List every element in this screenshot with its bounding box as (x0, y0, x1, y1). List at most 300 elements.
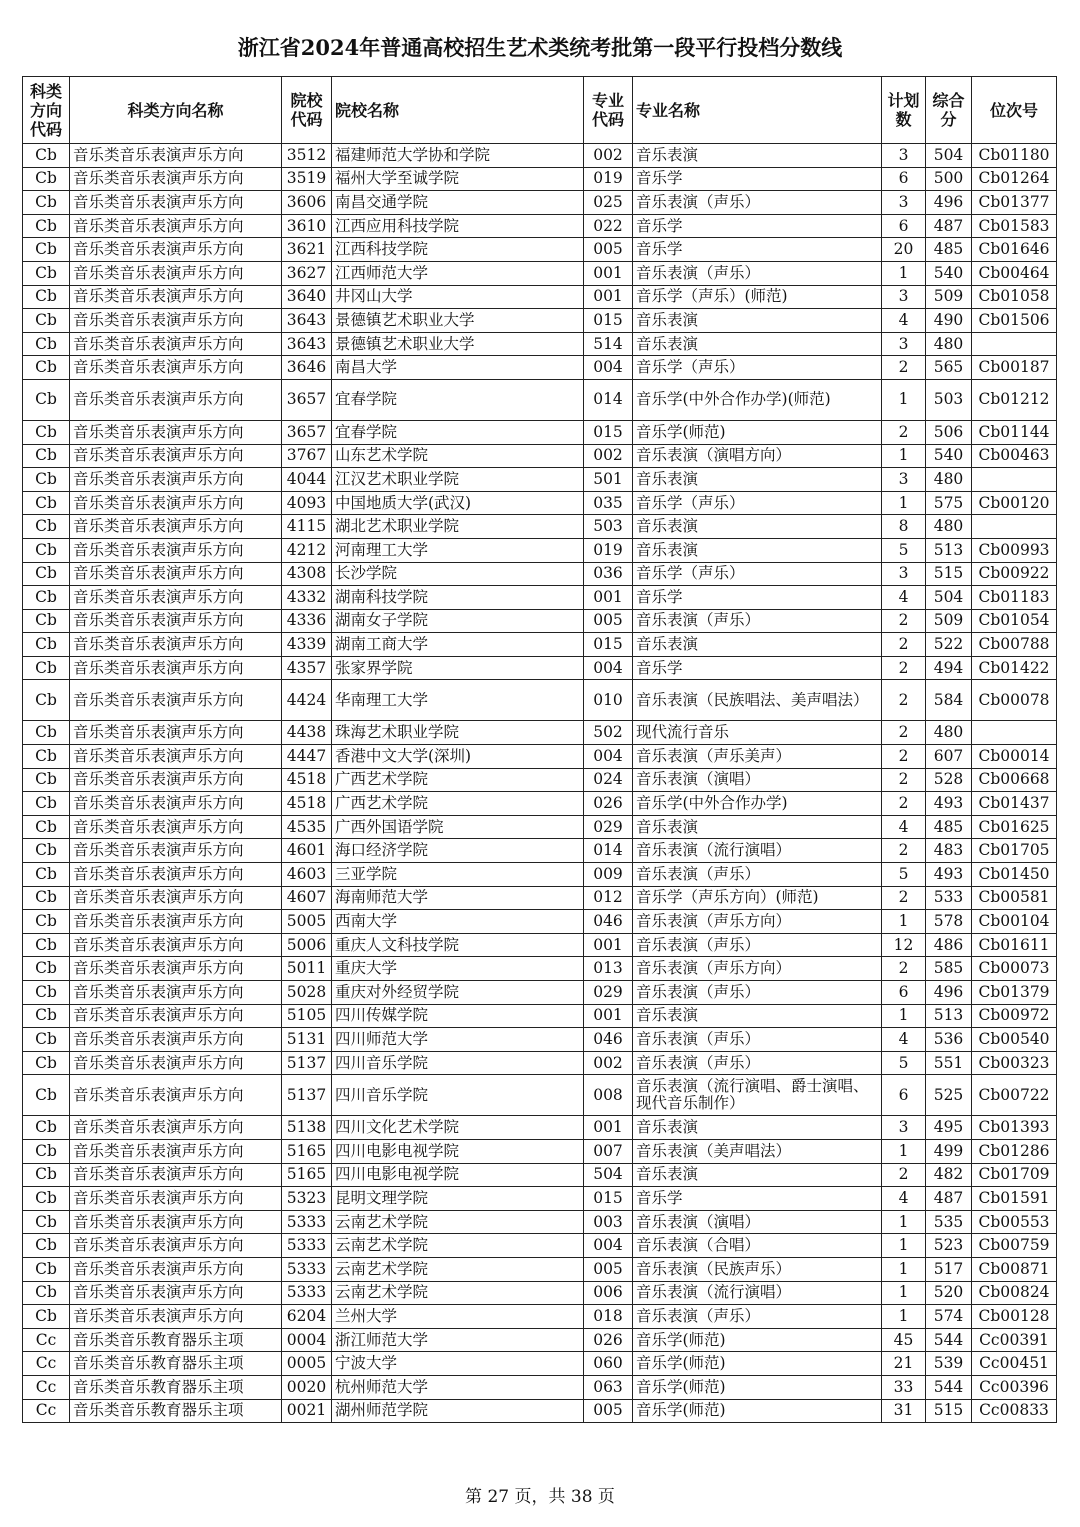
cell-code: Cb (23, 633, 70, 657)
cell-major: 音乐表演 (633, 144, 882, 168)
cell-name: 音乐类音乐表演声乐方向 (70, 863, 282, 887)
cell-name: 音乐类音乐表演声乐方向 (70, 144, 282, 168)
table-row (23, 1352, 1057, 1376)
cell-major-code: 014 (584, 839, 633, 863)
cell-school-code: 6204 (282, 1305, 332, 1329)
cell-rank: Cb01646 (972, 238, 1057, 262)
cell-plan: 1 (882, 491, 926, 515)
cell-code: Cb (23, 491, 70, 515)
cell-score: 490 (926, 309, 972, 333)
cell-code: Cb (23, 981, 70, 1005)
cell-school-code: 4601 (282, 839, 332, 863)
cell-name: 音乐类音乐教育器乐主项 (70, 1375, 282, 1399)
cell-school-code: 4607 (282, 886, 332, 910)
table-row (23, 957, 1057, 981)
cell-score: 509 (926, 609, 972, 633)
cell-plan: 3 (882, 1116, 926, 1140)
cell-school-code: 4115 (282, 515, 332, 539)
table-row (23, 309, 1057, 333)
cell-school-code: 3646 (282, 356, 332, 380)
header-plan: 计划 数 (882, 77, 926, 144)
cell-school-code: 4518 (282, 768, 332, 792)
cell-plan: 45 (882, 1328, 926, 1352)
table-row (23, 1399, 1057, 1423)
cell-name: 音乐类音乐表演声乐方向 (70, 238, 282, 262)
cell-major-code: 015 (584, 420, 633, 444)
cell-score: 551 (926, 1051, 972, 1075)
cell-rank: Cb01183 (972, 586, 1057, 610)
cell-plan: 2 (882, 633, 926, 657)
cell-school-code: 3767 (282, 444, 332, 468)
cell-school-code: 3643 (282, 309, 332, 333)
cell-school-code: 5011 (282, 957, 332, 981)
cell-name: 音乐类音乐表演声乐方向 (70, 792, 282, 816)
cell-school-code: 5131 (282, 1028, 332, 1052)
cell-name: 音乐类音乐表演声乐方向 (70, 379, 282, 420)
cell-major: 音乐表演（声乐） (633, 981, 882, 1005)
cell-name: 音乐类音乐表演声乐方向 (70, 1004, 282, 1028)
cell-score: 493 (926, 792, 972, 816)
cell-major: 音乐学 (633, 656, 882, 680)
cell-name: 音乐类音乐表演声乐方向 (70, 285, 282, 309)
cell-plan: 4 (882, 815, 926, 839)
cell-major: 音乐学(师范) (633, 1375, 882, 1399)
cell-school: 云南艺术学院 (332, 1281, 584, 1305)
cell-name: 音乐类音乐表演声乐方向 (70, 1257, 282, 1281)
table-row (23, 586, 1057, 610)
cell-name: 音乐类音乐表演声乐方向 (70, 1281, 282, 1305)
cell-major: 音乐学 (633, 586, 882, 610)
cell-name: 音乐类音乐表演声乐方向 (70, 1305, 282, 1329)
cell-school: 江西师范大学 (332, 261, 584, 285)
cell-score: 485 (926, 238, 972, 262)
cell-rank: Cb00464 (972, 261, 1057, 285)
table-row (23, 214, 1057, 238)
cell-plan: 2 (882, 680, 926, 721)
cell-name: 音乐类音乐表演声乐方向 (70, 356, 282, 380)
cell-major: 音乐表演（声乐） (633, 1028, 882, 1052)
cell-school: 河南理工大学 (332, 538, 584, 562)
table-row (23, 1375, 1057, 1399)
cell-major: 音乐表演 (633, 1116, 882, 1140)
cell-plan: 6 (882, 167, 926, 191)
cell-score: 500 (926, 167, 972, 191)
table-row (23, 680, 1057, 721)
cell-plan: 1 (882, 261, 926, 285)
cell-plan: 20 (882, 238, 926, 262)
cell-code: Cc (23, 1375, 70, 1399)
cell-school-code: 5333 (282, 1210, 332, 1234)
table-row (23, 468, 1057, 492)
cell-school-code: 3643 (282, 332, 332, 356)
cell-school-code: 0020 (282, 1375, 332, 1399)
cell-rank: Cc00396 (972, 1375, 1057, 1399)
table-header-row (23, 77, 1057, 144)
cell-major: 音乐表演 (633, 1163, 882, 1187)
cell-school-code: 5137 (282, 1075, 332, 1116)
cell-plan: 5 (882, 538, 926, 562)
cell-plan: 31 (882, 1399, 926, 1423)
cell-rank: Cb01264 (972, 167, 1057, 191)
header-major: 专业名称 (633, 77, 882, 144)
cell-school: 中国地质大学(武汉) (332, 491, 584, 515)
cell-school-code: 3640 (282, 285, 332, 309)
cell-school-code: 3512 (282, 144, 332, 168)
table-row (23, 863, 1057, 887)
cell-major: 现代流行音乐 (633, 721, 882, 745)
cell-major-code: 019 (584, 167, 633, 191)
cell-school: 云南艺术学院 (332, 1234, 584, 1258)
cell-code: Cb (23, 656, 70, 680)
cell-score: 495 (926, 1116, 972, 1140)
cell-name: 音乐类音乐表演声乐方向 (70, 1051, 282, 1075)
cell-school-code: 5138 (282, 1116, 332, 1140)
cell-code: Cb (23, 910, 70, 934)
cell-major-code: 029 (584, 815, 633, 839)
cell-code: Cb (23, 332, 70, 356)
cell-rank: Cb00922 (972, 562, 1057, 586)
cell-school: 景德镇艺术职业大学 (332, 332, 584, 356)
cell-name: 音乐类音乐表演声乐方向 (70, 745, 282, 769)
cell-name: 音乐类音乐表演声乐方向 (70, 633, 282, 657)
cell-score: 504 (926, 586, 972, 610)
table-row (23, 285, 1057, 309)
cell-name: 音乐类音乐表演声乐方向 (70, 886, 282, 910)
cell-major: 音乐表演（演唱） (633, 1210, 882, 1234)
header-score: 综合 分 (926, 77, 972, 144)
cell-plan: 2 (882, 745, 926, 769)
table-row (23, 886, 1057, 910)
header-code: 科类 方向 代码 (23, 77, 70, 144)
cell-name: 音乐类音乐表演声乐方向 (70, 1075, 282, 1116)
cell-name: 音乐类音乐表演声乐方向 (70, 1028, 282, 1052)
cell-major: 音乐学 (633, 214, 882, 238)
cell-major-code: 007 (584, 1139, 633, 1163)
cell-major: 音乐表演（声乐美声） (633, 745, 882, 769)
cell-major: 音乐表演 (633, 468, 882, 492)
table-row (23, 910, 1057, 934)
cell-plan: 1 (882, 1234, 926, 1258)
cell-plan: 2 (882, 609, 926, 633)
cell-major-code: 003 (584, 1210, 633, 1234)
table-row (23, 981, 1057, 1005)
cell-school-code: 5028 (282, 981, 332, 1005)
cell-major: 音乐学（声乐） (633, 562, 882, 586)
cell-score: 525 (926, 1075, 972, 1116)
cell-name: 音乐类音乐表演声乐方向 (70, 1139, 282, 1163)
cell-major: 音乐表演（民族声乐） (633, 1257, 882, 1281)
cell-major: 音乐表演 (633, 633, 882, 657)
cell-code: Cb (23, 1257, 70, 1281)
cell-school-code: 4535 (282, 815, 332, 839)
cell-school: 四川音乐学院 (332, 1051, 584, 1075)
cell-rank: Cb01422 (972, 656, 1057, 680)
cell-major-code: 005 (584, 609, 633, 633)
cell-score: 533 (926, 886, 972, 910)
cell-code: Cb (23, 609, 70, 633)
cell-name: 音乐类音乐表演声乐方向 (70, 981, 282, 1005)
cell-rank: Cb01144 (972, 420, 1057, 444)
cell-rank: Cb01377 (972, 191, 1057, 215)
cell-major-code: 060 (584, 1352, 633, 1376)
cell-code: Cb (23, 1281, 70, 1305)
cell-school: 江西应用科技学院 (332, 214, 584, 238)
cell-name: 音乐类音乐表演声乐方向 (70, 491, 282, 515)
cell-major: 音乐表演 (633, 515, 882, 539)
cell-name: 音乐类音乐表演声乐方向 (70, 839, 282, 863)
cell-major: 音乐表演（流行演唱、爵士演唱、现代音乐制作） (633, 1075, 882, 1116)
cell-name: 音乐类音乐表演声乐方向 (70, 1163, 282, 1187)
cell-plan: 2 (882, 886, 926, 910)
table-row (23, 491, 1057, 515)
cell-rank: Cb01625 (972, 815, 1057, 839)
cell-plan: 2 (882, 356, 926, 380)
cell-code: Cb (23, 238, 70, 262)
cell-school-code: 0005 (282, 1352, 332, 1376)
cell-school: 云南艺术学院 (332, 1210, 584, 1234)
cell-code: Cb (23, 444, 70, 468)
cell-school: 海口经济学院 (332, 839, 584, 863)
cell-rank: Cb01506 (972, 309, 1057, 333)
cell-name: 音乐类音乐表演声乐方向 (70, 1187, 282, 1211)
cell-name: 音乐类音乐表演声乐方向 (70, 609, 282, 633)
cell-score: 540 (926, 261, 972, 285)
cell-rank: Cb00993 (972, 538, 1057, 562)
table-row (23, 332, 1057, 356)
cell-major-code: 514 (584, 332, 633, 356)
cell-code: Cb (23, 515, 70, 539)
cell-school: 南昌大学 (332, 356, 584, 380)
table-row (23, 1210, 1057, 1234)
cell-code: Cb (23, 144, 70, 168)
cell-score: 585 (926, 957, 972, 981)
cell-code: Cc (23, 1352, 70, 1376)
cell-rank (972, 721, 1057, 745)
cell-major: 音乐表演（流行演唱） (633, 839, 882, 863)
cell-plan: 2 (882, 768, 926, 792)
cell-school: 云南艺术学院 (332, 1257, 584, 1281)
cell-school: 宜春学院 (332, 420, 584, 444)
cell-code: Cc (23, 1399, 70, 1423)
cell-plan: 4 (882, 1187, 926, 1211)
cell-major-code: 035 (584, 491, 633, 515)
cell-code: Cb (23, 1116, 70, 1140)
cell-major-code: 015 (584, 1187, 633, 1211)
cell-name: 音乐类音乐表演声乐方向 (70, 768, 282, 792)
cell-code: Cb (23, 191, 70, 215)
cell-plan: 1 (882, 379, 926, 420)
cell-rank: Cb01583 (972, 214, 1057, 238)
cell-score: 535 (926, 1210, 972, 1234)
cell-rank: Cc00451 (972, 1352, 1057, 1376)
cell-major-code: 005 (584, 1399, 633, 1423)
cell-score: 513 (926, 1004, 972, 1028)
cell-school: 井冈山大学 (332, 285, 584, 309)
cell-score: 480 (926, 332, 972, 356)
cell-plan: 1 (882, 1305, 926, 1329)
cell-name: 音乐类音乐表演声乐方向 (70, 933, 282, 957)
cell-major: 音乐表演（民族唱法、美声唱法） (633, 680, 882, 721)
cell-school-code: 5333 (282, 1234, 332, 1258)
cell-major-code: 002 (584, 1051, 633, 1075)
cell-major: 音乐表演（演唱） (633, 768, 882, 792)
cell-school-code: 3610 (282, 214, 332, 238)
cell-school-code: 5137 (282, 1051, 332, 1075)
cell-name: 音乐类音乐表演声乐方向 (70, 721, 282, 745)
table-row (23, 515, 1057, 539)
cell-name: 音乐类音乐表演声乐方向 (70, 562, 282, 586)
cell-school-code: 4212 (282, 538, 332, 562)
cell-major: 音乐表演 (633, 815, 882, 839)
cell-rank: Cb01286 (972, 1139, 1057, 1163)
table-row (23, 1281, 1057, 1305)
cell-plan: 6 (882, 981, 926, 1005)
cell-major-code: 013 (584, 957, 633, 981)
cell-major: 音乐表演 (633, 1004, 882, 1028)
cell-rank: Cb01611 (972, 933, 1057, 957)
cell-major-code: 015 (584, 309, 633, 333)
cell-school: 宁波大学 (332, 1352, 584, 1376)
table-body (23, 144, 1057, 1423)
cell-school-code: 5005 (282, 910, 332, 934)
cell-score: 536 (926, 1028, 972, 1052)
table-row (23, 191, 1057, 215)
cell-major-code: 001 (584, 261, 633, 285)
cell-score: 486 (926, 933, 972, 957)
cell-major: 音乐学(师范) (633, 1328, 882, 1352)
cell-school-code: 5333 (282, 1257, 332, 1281)
cell-score: 480 (926, 515, 972, 539)
cell-code: Cb (23, 356, 70, 380)
cell-school-code: 5006 (282, 933, 332, 957)
cell-school: 长沙学院 (332, 562, 584, 586)
cell-major: 音乐表演（声乐） (633, 261, 882, 285)
cell-score: 565 (926, 356, 972, 380)
cell-major-code: 001 (584, 933, 633, 957)
cell-score: 544 (926, 1328, 972, 1352)
table-row (23, 261, 1057, 285)
cell-score: 485 (926, 815, 972, 839)
cell-rank: Cb00540 (972, 1028, 1057, 1052)
cell-rank: Cb01591 (972, 1187, 1057, 1211)
cell-name: 音乐类音乐教育器乐主项 (70, 1399, 282, 1423)
cell-name: 音乐类音乐表演声乐方向 (70, 191, 282, 215)
page-title: 浙江省2024年普通高校招生艺术类统考批第一段平行投档分数线 (237, 35, 843, 60)
cell-code: Cb (23, 538, 70, 562)
table-row (23, 167, 1057, 191)
cell-score: 523 (926, 1234, 972, 1258)
cell-major: 音乐学(师范) (633, 1399, 882, 1423)
cell-plan: 3 (882, 191, 926, 215)
cell-major: 音乐表演（合唱） (633, 1234, 882, 1258)
cell-major-code: 025 (584, 191, 633, 215)
cell-score: 578 (926, 910, 972, 934)
cell-score: 487 (926, 214, 972, 238)
cell-code: Cb (23, 1139, 70, 1163)
table-row (23, 721, 1057, 745)
cell-major-code: 001 (584, 1004, 633, 1028)
cell-score: 528 (926, 768, 972, 792)
cell-rank: Cb00871 (972, 1257, 1057, 1281)
cell-code: Cb (23, 745, 70, 769)
cell-score: 584 (926, 680, 972, 721)
cell-school: 广西艺术学院 (332, 768, 584, 792)
cell-rank: Cb01705 (972, 839, 1057, 863)
cell-school: 湖南女子学院 (332, 609, 584, 633)
cell-name: 音乐类音乐表演声乐方向 (70, 332, 282, 356)
cell-name: 音乐类音乐表演声乐方向 (70, 586, 282, 610)
cell-school-code: 3657 (282, 420, 332, 444)
cell-rank: Cb00078 (972, 680, 1057, 721)
table-row (23, 839, 1057, 863)
cell-plan: 12 (882, 933, 926, 957)
cell-major-code: 002 (584, 144, 633, 168)
cell-plan: 1 (882, 1281, 926, 1305)
cell-school: 四川师范大学 (332, 1028, 584, 1052)
cell-code: Cc (23, 1328, 70, 1352)
cell-name: 音乐类音乐表演声乐方向 (70, 167, 282, 191)
cell-school-code: 4332 (282, 586, 332, 610)
cell-name: 音乐类音乐表演声乐方向 (70, 1116, 282, 1140)
cell-code: Cb (23, 815, 70, 839)
cell-major: 音乐表演 (633, 332, 882, 356)
table-row (23, 1075, 1057, 1116)
cell-rank: Cc00833 (972, 1399, 1057, 1423)
cell-score: 544 (926, 1375, 972, 1399)
cell-score: 493 (926, 863, 972, 887)
cell-rank: Cb00972 (972, 1004, 1057, 1028)
cell-code: Cb (23, 839, 70, 863)
cell-school: 四川文化艺术学院 (332, 1116, 584, 1140)
cell-major-code: 014 (584, 379, 633, 420)
cell-school: 山东艺术学院 (332, 444, 584, 468)
cell-plan: 33 (882, 1375, 926, 1399)
cell-school: 香港中文大学(深圳) (332, 745, 584, 769)
cell-code: Cb (23, 680, 70, 721)
cell-major-code: 012 (584, 886, 633, 910)
cell-name: 音乐类音乐表演声乐方向 (70, 515, 282, 539)
cell-major-code: 004 (584, 745, 633, 769)
cell-school-code: 4438 (282, 721, 332, 745)
cell-score: 509 (926, 285, 972, 309)
cell-rank: Cb01212 (972, 379, 1057, 420)
table-row (23, 238, 1057, 262)
score-table (22, 76, 1057, 1423)
cell-major-code: 006 (584, 1281, 633, 1305)
cell-name: 音乐类音乐教育器乐主项 (70, 1328, 282, 1352)
cell-plan: 3 (882, 144, 926, 168)
cell-name: 音乐类音乐表演声乐方向 (70, 444, 282, 468)
cell-code: Cb (23, 1163, 70, 1187)
cell-name: 音乐类音乐表演声乐方向 (70, 815, 282, 839)
table-row (23, 815, 1057, 839)
cell-code: Cb (23, 468, 70, 492)
cell-major: 音乐表演（声乐） (633, 933, 882, 957)
cell-school: 重庆人文科技学院 (332, 933, 584, 957)
cell-score: 494 (926, 656, 972, 680)
cell-major-code: 019 (584, 538, 633, 562)
cell-score: 480 (926, 721, 972, 745)
cell-major-code: 063 (584, 1375, 633, 1399)
cell-major-code: 503 (584, 515, 633, 539)
cell-name: 音乐类音乐表演声乐方向 (70, 468, 282, 492)
table-row (23, 1051, 1057, 1075)
cell-major-code: 046 (584, 1028, 633, 1052)
cell-school-code: 4339 (282, 633, 332, 657)
cell-rank: Cb01393 (972, 1116, 1057, 1140)
cell-name: 音乐类音乐表演声乐方向 (70, 1234, 282, 1258)
cell-code: Cb (23, 768, 70, 792)
